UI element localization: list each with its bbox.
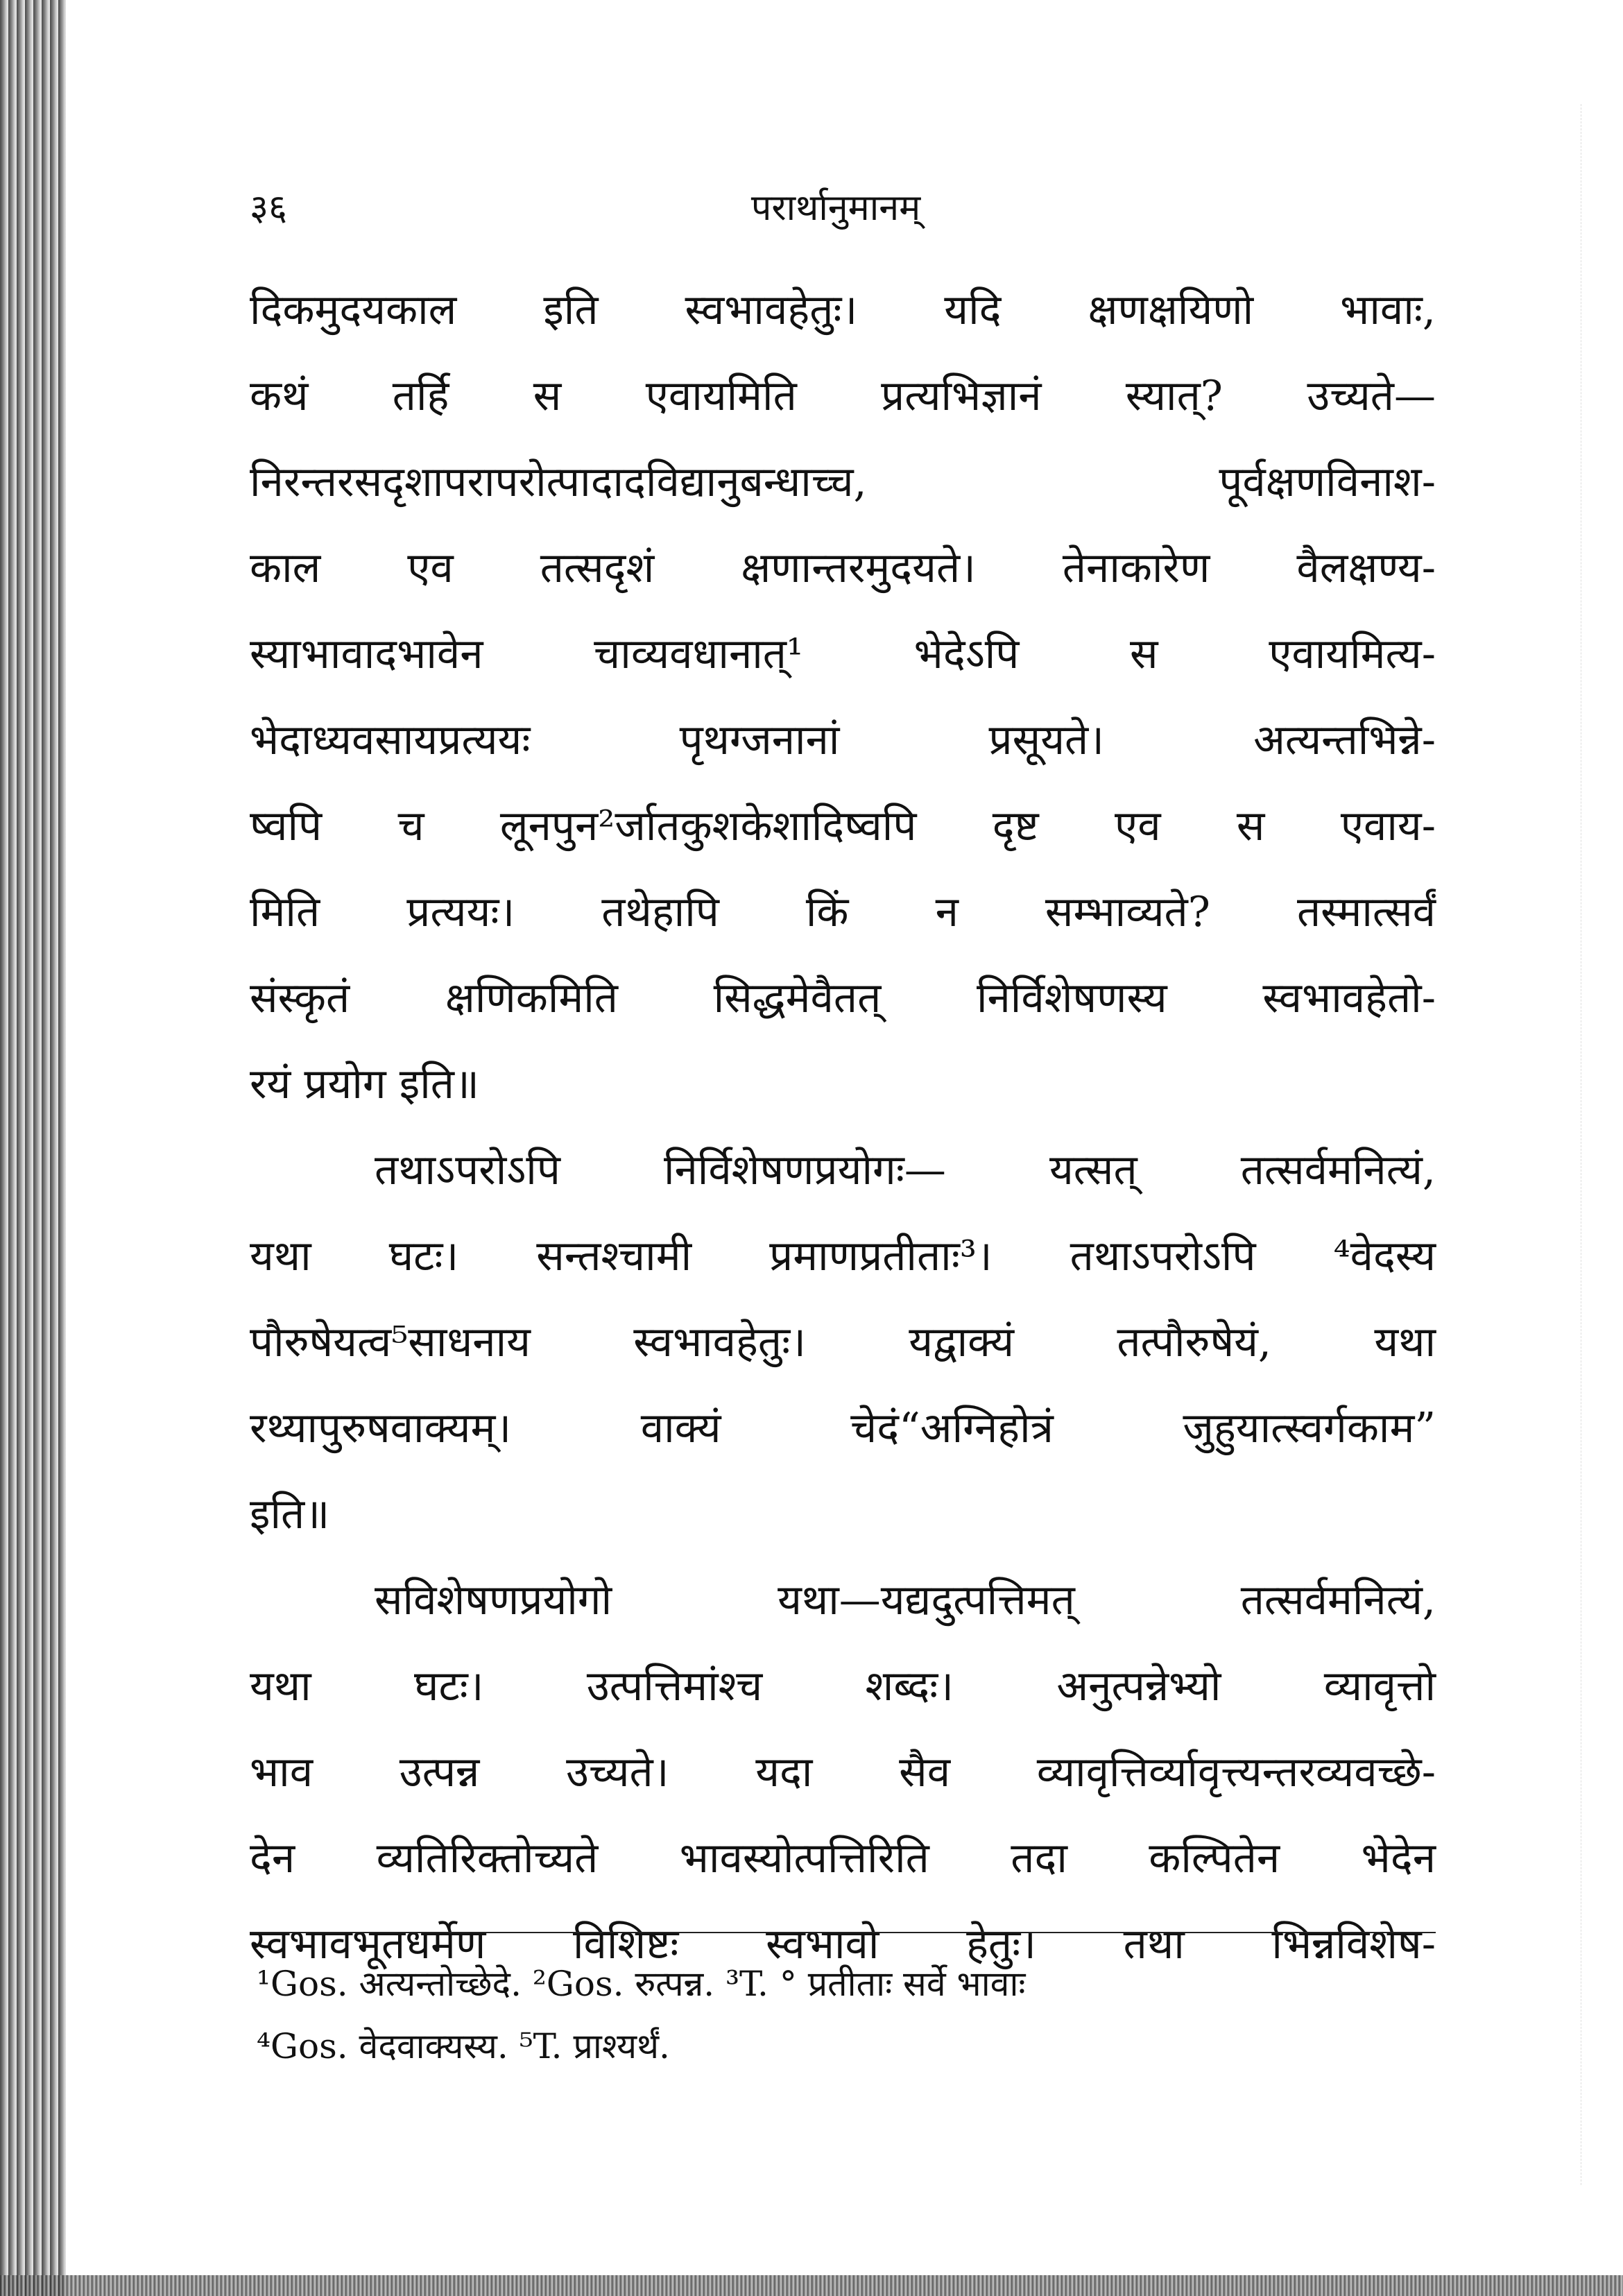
text-line: संस्कृतं क्षणिकमिति सिद्धमेवैतत् निर्विशेषणस्य स्वभावहेतो- bbox=[250, 974, 1436, 1022]
text-line: भाव उत्पन्न उच्यते। यदा सैव व्यावृत्तिर्व्यावृत्त्यन्तरव्यवच्छे- bbox=[250, 1748, 1436, 1797]
paragraph-3 bbox=[250, 1557, 1436, 1987]
text-line: दिकमुदयकाल इति स्वभावहेतुः। यदि क्षणक्षयिणो भावाः, bbox=[250, 286, 1436, 334]
text-line: काल एव तत्सदृशं क्षणान्तरमुदयते। तेनाकारेण वैलक्षण्य- bbox=[250, 544, 1436, 592]
footnote-line: ¹Gos. अत्यन्तोच्छेदे. ²Gos. रुत्पन्न. ³T. ° प्रतीताः सर्वे भावाः bbox=[257, 1964, 1026, 2004]
text-line: सविशेषणप्रयोगो यथा—यद्यदुत्पत्तिमत् तत्सर्वमनित्यं, bbox=[375, 1576, 1436, 1625]
text-line: तथाऽपरोऽपि निर्विशेषणप्रयोगः— यत्सत् तत्सर्वमनित्यं, bbox=[375, 1146, 1436, 1194]
text-line: कथं तर्हि स एवायमिति प्रत्यभिज्ञानं स्यात्? उच्यते— bbox=[250, 372, 1436, 420]
text-line: स्याभावादभावेन चाव्यवधानात्¹ भेदेऽपि स एवायमित्य- bbox=[250, 630, 1436, 678]
text-line: देन व्यतिरिक्तोच्यते भावस्योत्पत्तिरिति तदा कल्पितेन भेदेन bbox=[250, 1834, 1436, 1883]
text-line: यथा घटः। सन्तश्चामी प्रमाणप्रतीताः³। तथाऽपरोऽपि ⁴वेदस्य bbox=[250, 1232, 1436, 1280]
paragraph-1 bbox=[250, 267, 1436, 1127]
scan-bottom-edge bbox=[0, 2275, 1623, 2296]
page-header bbox=[250, 182, 1422, 244]
footnotes bbox=[257, 1953, 1436, 2077]
text-line: इति॥ bbox=[250, 1490, 330, 1539]
text-line: पौरुषेयत्व⁵साधनाय स्वभावहेतुः। यद्वाक्यं तत्पौरुषेयं, यथा bbox=[250, 1318, 1436, 1367]
scan-binding-edge bbox=[0, 0, 66, 2296]
text-line: रथ्यापुरुषवाक्यम्। वाक्यं चेदं“अग्निहोत्रं जुहुयात्स्वर्गकाम” bbox=[250, 1404, 1436, 1453]
text-line: ष्वपि च लूनपुन²र्जातकुशकेशादिष्वपि दृष्ट एव स एवाय- bbox=[250, 802, 1436, 850]
text-line: रयं प्रयोग इति॥ bbox=[250, 1060, 479, 1108]
text-line: मिति प्रत्ययः। तथेहापि किं न सम्भाव्यते? तस्मात्सर्वं bbox=[250, 888, 1436, 936]
page-number: ३६ bbox=[250, 187, 288, 229]
scan-right-margin-marks bbox=[1581, 104, 1609, 2185]
paragraph-2 bbox=[250, 1127, 1436, 1557]
body-text bbox=[250, 267, 1436, 1987]
footnote-line: ⁴Gos. वेदवाक्यस्य. ⁵T. प्राश्यर्थं. bbox=[257, 2026, 670, 2066]
text-line: भेदाध्यवसायप्रत्ययः पृथग्जनानां प्रसूयते। अत्यन्तभिन्ने- bbox=[250, 716, 1436, 764]
text-line: निरन्तरसदृशापरापरोत्पादादविद्यानुबन्धाच्च, पूर्वक्षणविनाश- bbox=[250, 458, 1436, 506]
text-line: यथा घटः। उत्पत्तिमांश्च शब्दः। अनुत्पन्नेभ्यो व्यावृत्तो bbox=[250, 1662, 1436, 1711]
running-title: परार्थानुमानम् bbox=[750, 187, 921, 229]
footnote-divider bbox=[250, 1932, 1436, 1933]
text-line: स्वभावभूतधर्मेण विशिष्टः स्वभावो हेतुः। तथा भिन्नविशेष- bbox=[250, 1920, 1436, 1969]
